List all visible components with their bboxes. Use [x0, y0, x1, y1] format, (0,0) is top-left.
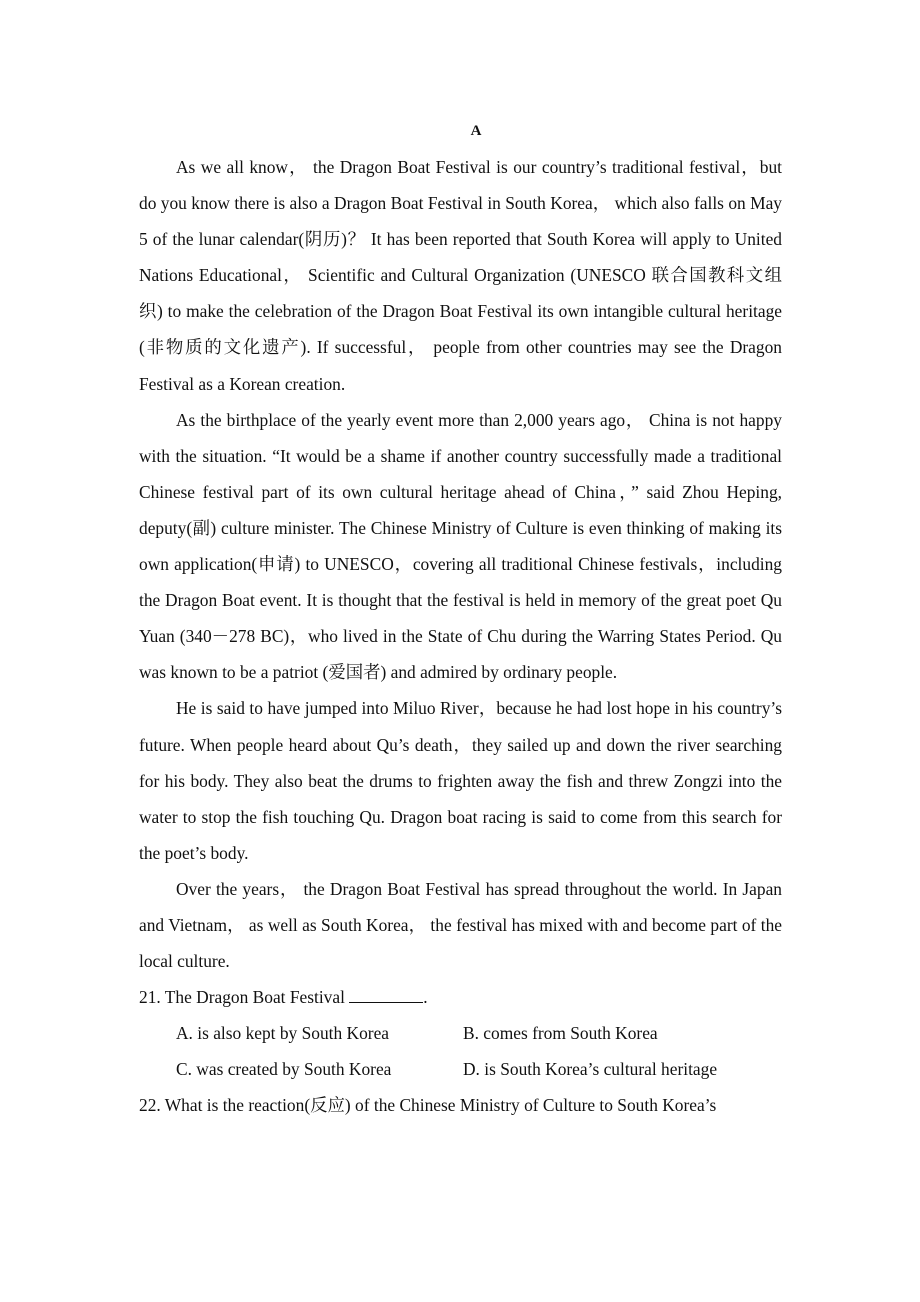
option-d: D. is South Korea’s cultural heritage — [463, 1059, 718, 1080]
options-row-2 — [139, 1051, 782, 1087]
option-c: C. was created by South Korea — [176, 1059, 392, 1080]
question-21 — [139, 979, 782, 1015]
paragraph-4: Over the years， the Dragon Boat Festival has spread throughout the world. In Japan and Vietnam， as well as South Korea， the festival has mixed with and become part of the local culture. — [139, 878, 782, 972]
paragraph-1: As we all know， the Dragon Boat Festival is our country’s traditional festival，but do you know there is also a Dragon Boat Festival in South Korea， which also falls on May 5 of the lunar calendar(阴历)？ It has been reported that South Korea will apply to United Nations Educational， Scientific and Cultural Organization (UNESCO 联合国教科文组织) to make the celebration of the Dragon Boat Festival its own intangible cultural heritage (非物质的文化遗产). If successful， people from other countries may see the Dragon Festival as a Korean creation. — [139, 157, 782, 394]
option-b: B. comes from South Korea — [463, 1023, 658, 1044]
options-row-1 — [139, 1015, 782, 1051]
section-heading: A — [470, 123, 482, 139]
passage — [139, 149, 782, 1124]
question-22-stem: 22. What is the reaction(反应) of the Chinese Ministry of Culture to South Korea’s — [139, 1095, 717, 1116]
paragraph-2: As the birthplace of the yearly event more than 2,000 years ago， China is not happy with the situation. “It would be a shame if another country successfully made a traditional Chinese festival part of its own cultural heritage ahead of China，” said Zhou Heping, deputy(副) culture minister. The Chinese Ministry of Culture is even thinking of making its own application(申请) to UNESCO，covering all traditional Chinese festivals，including the Dragon Boat event. It is thought that the festival is held in memory of the great poet Qu Yuan (340－278 BC)，who lived in the State of Chu during the Warring States Period. Qu was known to be a patriot (爱国者) and admired by ordinary people. — [139, 409, 782, 683]
paragraph-3: He is said to have jumped into Miluo River，because he had lost hope in his country’s future. When people heard about Qu’s death，they sailed up and down the river searching for his body. They also beat the drums to frighten away the fish and threw Zongzi into the water to stop the fish touching Qu. Dragon boat racing is said to come from this search for the poet’s body. — [139, 698, 782, 863]
question-21-stem-end: . — [423, 987, 428, 1008]
question-22 — [139, 1087, 782, 1123]
answer-blank — [349, 988, 423, 1003]
question-21-stem: 21. The Dragon Boat Festival — [139, 987, 345, 1008]
option-a: A. is also kept by South Korea — [176, 1023, 390, 1044]
